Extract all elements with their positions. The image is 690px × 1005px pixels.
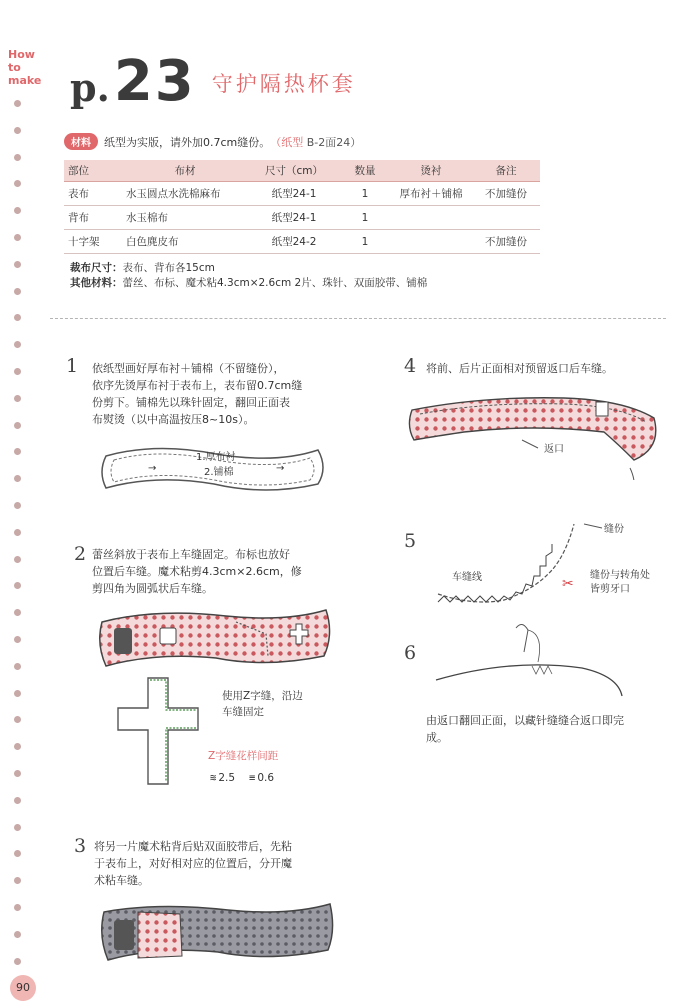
page-title bbox=[70, 40, 356, 114]
label-seam-allowance: 缝份 bbox=[604, 524, 624, 535]
step-line: 蕾丝斜放于表布上车缝固定。布标也放好 bbox=[92, 548, 290, 561]
col-interfacing: 烫衬 bbox=[390, 160, 472, 182]
step-line: 份剪下。铺棉先以珠针固定，翻回正面表 bbox=[92, 396, 290, 409]
step-line: 依序先烫厚布衬于表布上，表布留0.7cm缝 bbox=[92, 379, 303, 392]
cell bbox=[390, 206, 472, 230]
table-row bbox=[64, 230, 540, 254]
cell: 水玉棉布 bbox=[122, 206, 248, 230]
needle-icon bbox=[516, 624, 528, 652]
zigzag-width-value: 2.5 bbox=[218, 772, 236, 784]
page-number: 23 bbox=[113, 49, 196, 114]
step-line: 由返口翻回正面，以藏针缝缝合返口即完 bbox=[426, 714, 624, 727]
step-3-text bbox=[94, 838, 292, 889]
cell: 1 bbox=[340, 230, 390, 254]
step-1-text bbox=[92, 360, 302, 428]
materials-badge: 材料 bbox=[64, 133, 98, 150]
step-5-illustration bbox=[434, 514, 664, 614]
table-row bbox=[64, 206, 540, 230]
pattern-prefix: （纸型 bbox=[270, 135, 304, 149]
zigzag-note-line: 车缝固定 bbox=[222, 706, 264, 718]
page-number-badge: 90 bbox=[10, 975, 36, 1001]
zigzag-width-icon: ≋ bbox=[210, 772, 217, 784]
label-clip-notch-2: 皆剪牙口 bbox=[590, 584, 630, 595]
cell: 背布 bbox=[64, 206, 122, 230]
zigzag-spacing-title: Z字缝花样间距 bbox=[208, 750, 279, 762]
extra-materials bbox=[70, 261, 427, 291]
cell bbox=[472, 206, 540, 230]
how-word: How bbox=[8, 48, 35, 61]
cut-value: 表布、背布各15cm bbox=[122, 262, 215, 274]
blind-stitch bbox=[532, 666, 552, 674]
fabric-label-icon bbox=[114, 628, 132, 654]
materials-note: 纸型为实版，请外加0.7cm缝份。 bbox=[104, 135, 271, 149]
col-size: 尺寸（cm） bbox=[248, 160, 340, 182]
scissors-icon: ✂ bbox=[562, 576, 574, 592]
cell: 不加缝份 bbox=[472, 182, 540, 206]
cell: 厚布衬＋铺棉 bbox=[390, 182, 472, 206]
step-4-illustration bbox=[404, 388, 666, 480]
arrow-left-1: → bbox=[148, 463, 157, 474]
page-prefix: p. bbox=[70, 65, 110, 110]
col-qty: 数量 bbox=[340, 160, 390, 182]
pattern-reference bbox=[270, 134, 361, 150]
col-fabric: 布材 bbox=[122, 160, 248, 182]
thread bbox=[528, 630, 540, 662]
step-line: 剪四角为圆弧状后车缝。 bbox=[92, 582, 213, 595]
to-word: to bbox=[8, 61, 21, 74]
materials-table bbox=[64, 160, 540, 254]
step-6-text bbox=[426, 712, 624, 746]
table-header-row bbox=[64, 160, 540, 182]
step-3-illustration bbox=[98, 900, 338, 966]
zigzag-length-icon: ≡ bbox=[249, 772, 256, 784]
col-notes: 备注 bbox=[472, 160, 540, 182]
cross-zigzag-illustration bbox=[112, 672, 212, 790]
cell: 不加缝份 bbox=[472, 230, 540, 254]
cell: 十字架 bbox=[64, 230, 122, 254]
cut-size-line bbox=[70, 261, 427, 276]
step-4-text bbox=[426, 360, 613, 377]
step-line: 于表布上，对好相对应的位置后，分开魔 bbox=[94, 857, 292, 870]
cell: 1 bbox=[340, 182, 390, 206]
step-line: 成。 bbox=[426, 731, 448, 744]
step-line: 依纸型画好厚布衬＋铺棉（不留缝份）， bbox=[92, 362, 285, 375]
step-6-illustration bbox=[432, 618, 632, 704]
cell: 纸型24-2 bbox=[248, 230, 340, 254]
label-opening: 返口 bbox=[544, 444, 564, 455]
zigzag-spacing-values bbox=[210, 770, 274, 787]
other-materials-line bbox=[70, 276, 427, 291]
make-word: make bbox=[8, 74, 42, 87]
zigzag-length-value: 0.6 bbox=[257, 772, 275, 784]
step-line: 布熨烫（以中高温按压8~10s）。 bbox=[92, 413, 255, 426]
cut-label: 裁布尺寸： bbox=[70, 262, 123, 274]
pattern-suffix: ） bbox=[350, 135, 362, 149]
opening-pointer bbox=[522, 440, 538, 448]
step-1-number: 1 bbox=[66, 355, 79, 377]
cell: 水玉圆点水洗棉麻布 bbox=[122, 182, 248, 206]
zigzag-note bbox=[222, 688, 303, 720]
zigzag-note-line: 使用Z字缝，沿边 bbox=[222, 690, 303, 702]
label-batting: 2.铺棉 bbox=[204, 467, 234, 478]
other-label: 其他材料： bbox=[70, 277, 123, 289]
step-line: 位置后车缝。魔术粘剪4.3cm×2.6cm，修 bbox=[92, 565, 302, 578]
step-3-number: 3 bbox=[74, 835, 87, 857]
velcro-back bbox=[114, 920, 134, 950]
table-row bbox=[64, 182, 540, 206]
step-5-number: 5 bbox=[404, 530, 417, 552]
seam-pointer bbox=[584, 524, 602, 528]
project-title: 守护隔热杯套 bbox=[211, 72, 356, 96]
step-4-arrow bbox=[628, 468, 635, 480]
velcro-icon bbox=[160, 628, 176, 644]
step-line: 将另一片魔术粘背后贴双面胶带后，先粘 bbox=[94, 840, 292, 853]
cell: 纸型24-1 bbox=[248, 182, 340, 206]
pattern-value: B-2面24 bbox=[306, 135, 351, 149]
section-divider bbox=[50, 318, 666, 319]
binding-dots bbox=[14, 100, 24, 1005]
step-1-illustration bbox=[96, 438, 332, 500]
step-2-fabric-illustration bbox=[96, 604, 336, 674]
cell: 1 bbox=[340, 206, 390, 230]
step-line: 将前、后片正面相对预留返口后车缝。 bbox=[426, 362, 613, 375]
cross-patch bbox=[596, 402, 608, 416]
step-6-number: 6 bbox=[404, 642, 417, 664]
materials-line bbox=[64, 133, 361, 150]
cell: 白色麂皮布 bbox=[122, 230, 248, 254]
label-clip-notch-1: 缝份与转角处 bbox=[590, 570, 650, 581]
how-to-make-label bbox=[8, 48, 48, 87]
step-4-number: 4 bbox=[404, 355, 417, 377]
cell: 纸型24-1 bbox=[248, 206, 340, 230]
step-line: 术粘车缝。 bbox=[94, 874, 149, 887]
label-interfacing: 1.厚布衬 bbox=[196, 452, 236, 463]
cell: 表布 bbox=[64, 182, 122, 206]
col-part: 部位 bbox=[64, 160, 122, 182]
cell bbox=[390, 230, 472, 254]
other-value: 蕾丝、布标、魔术粘4.3cm×2.6cm 2片、珠针、双面胶带、铺棉 bbox=[122, 277, 428, 289]
step-2-text bbox=[92, 546, 302, 597]
label-stitch-line: 车缝线 bbox=[452, 572, 482, 583]
arrow-right-1: → bbox=[276, 463, 285, 474]
step-2-number: 2 bbox=[74, 543, 87, 565]
